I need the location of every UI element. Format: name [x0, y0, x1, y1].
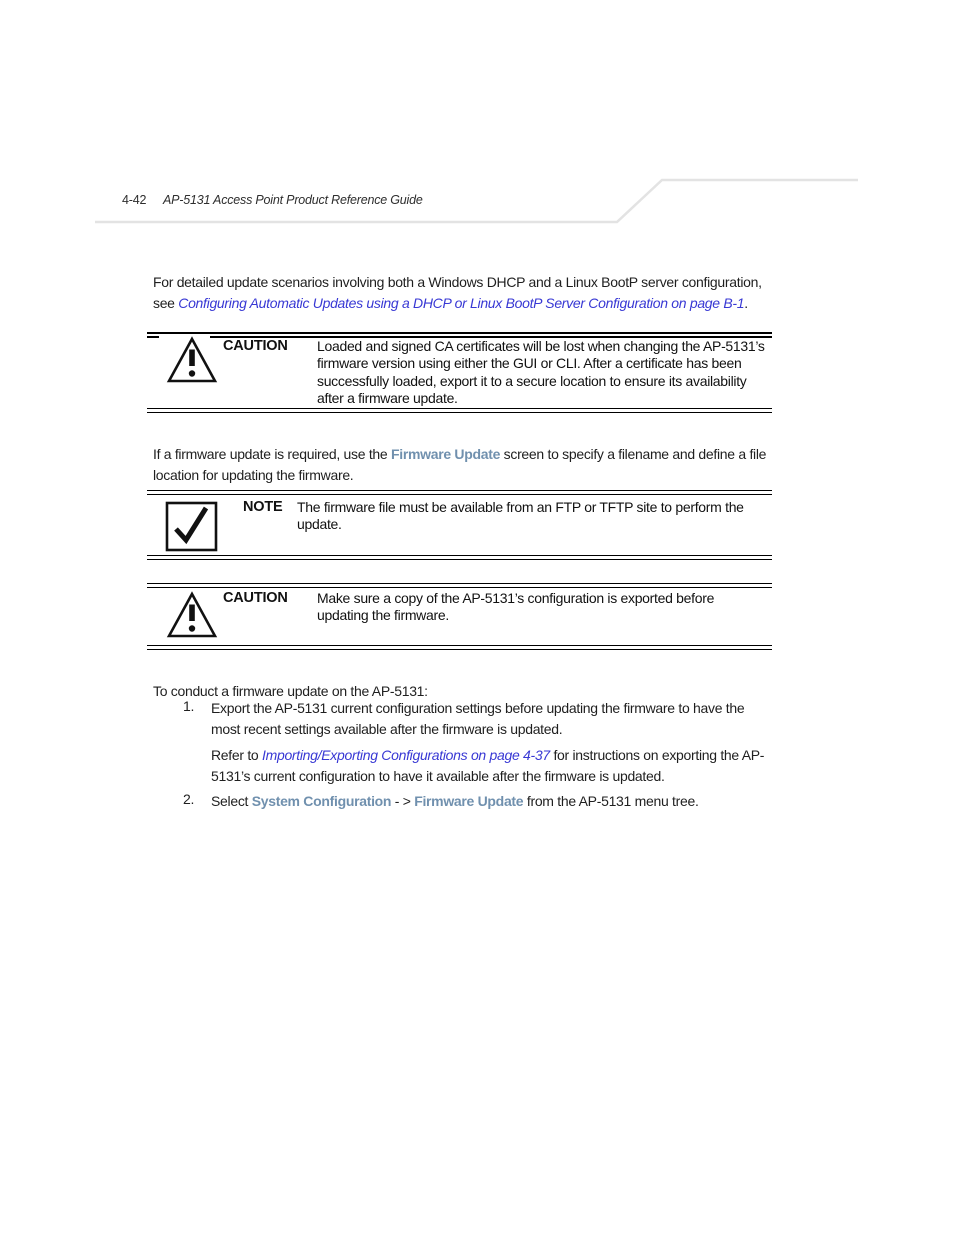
- warning-triangle-icon: [166, 336, 218, 384]
- checkmark-box-icon: [165, 501, 218, 552]
- step2-select: Select: [211, 793, 252, 809]
- step2-text-end: from the AP-5131 menu tree.: [523, 793, 699, 809]
- caution2-bottom-rule: [147, 645, 772, 650]
- note-bottom-rule: [147, 555, 772, 560]
- note-top-rule: [147, 490, 772, 495]
- firmware-text-end: screen to specify a filename and define a file location for updating the firmware.: [153, 446, 767, 483]
- step1-refer-paragraph: [211, 745, 777, 786]
- cross-reference-link[interactable]: Importing/Exporting Configurations on page 4-37: [262, 747, 550, 763]
- step1-text: Export the AP-5131 current configuration settings before updating the firmware to have the most recent settings available after the firmware is updated.: [211, 700, 745, 737]
- caution2-label: CAUTION: [223, 590, 288, 606]
- page-header-title: AP-5131 Access Point Product Reference Guide: [163, 193, 423, 207]
- intro-text: For detailed update scenarios involving both a Windows DHCP and a Linux BootP server configuration, see: [153, 274, 762, 311]
- refer-text-end: for instructions on exporting the AP-5131’s current configuration to have it available after the firmware is updated.: [211, 747, 765, 784]
- caution2-text: Make sure a copy of the AP-5131’s configuration is exported before updating the firmware.: [317, 590, 715, 624]
- note-text: The firmware file must be available from an FTP or TFTP site to perform the update.: [297, 499, 744, 533]
- cross-reference-link[interactable]: Configuring Automatic Updates using a DHCP or Linux BootP Server Configuration on page B-1: [178, 294, 745, 311]
- refer-text: Refer to: [211, 747, 262, 763]
- note-label: NOTE: [243, 499, 283, 515]
- procedure-intro: To conduct a firmware update on the AP-5131:: [153, 683, 428, 699]
- system-configuration-menu-ref: System Configuration: [251, 793, 392, 809]
- header-divider-rule: [90, 172, 865, 228]
- page-number: 4-42: [122, 193, 147, 207]
- caution2-top-rule: [147, 583, 772, 588]
- step2-text: [211, 791, 777, 812]
- warning-triangle-icon: [166, 591, 218, 639]
- firmware-text: If a firmware update is required, use the: [153, 446, 391, 462]
- caution1-bottom-rule: [147, 408, 772, 413]
- step-number: 2.: [183, 791, 195, 807]
- intro-paragraph: [153, 272, 775, 313]
- firmware-paragraph: [153, 444, 778, 485]
- intro-text-end: .: [744, 294, 748, 311]
- step2-arrow: - >: [391, 793, 415, 809]
- firmware-update-screen-ref: Firmware Update: [390, 446, 501, 462]
- firmware-update-menu-ref: Firmware Update: [414, 793, 524, 809]
- caution1-top-rule: [147, 332, 772, 334]
- step-number: 1.: [183, 698, 195, 714]
- caution1-label: CAUTION: [223, 338, 288, 354]
- caution1-text: Loaded and signed CA certificates will be lost when changing the AP-5131’s firmware version using either the GUI or CLI. After a certificate has been successfully loaded, export it to a secure location to ensure its availability after a firmware update.: [317, 338, 765, 406]
